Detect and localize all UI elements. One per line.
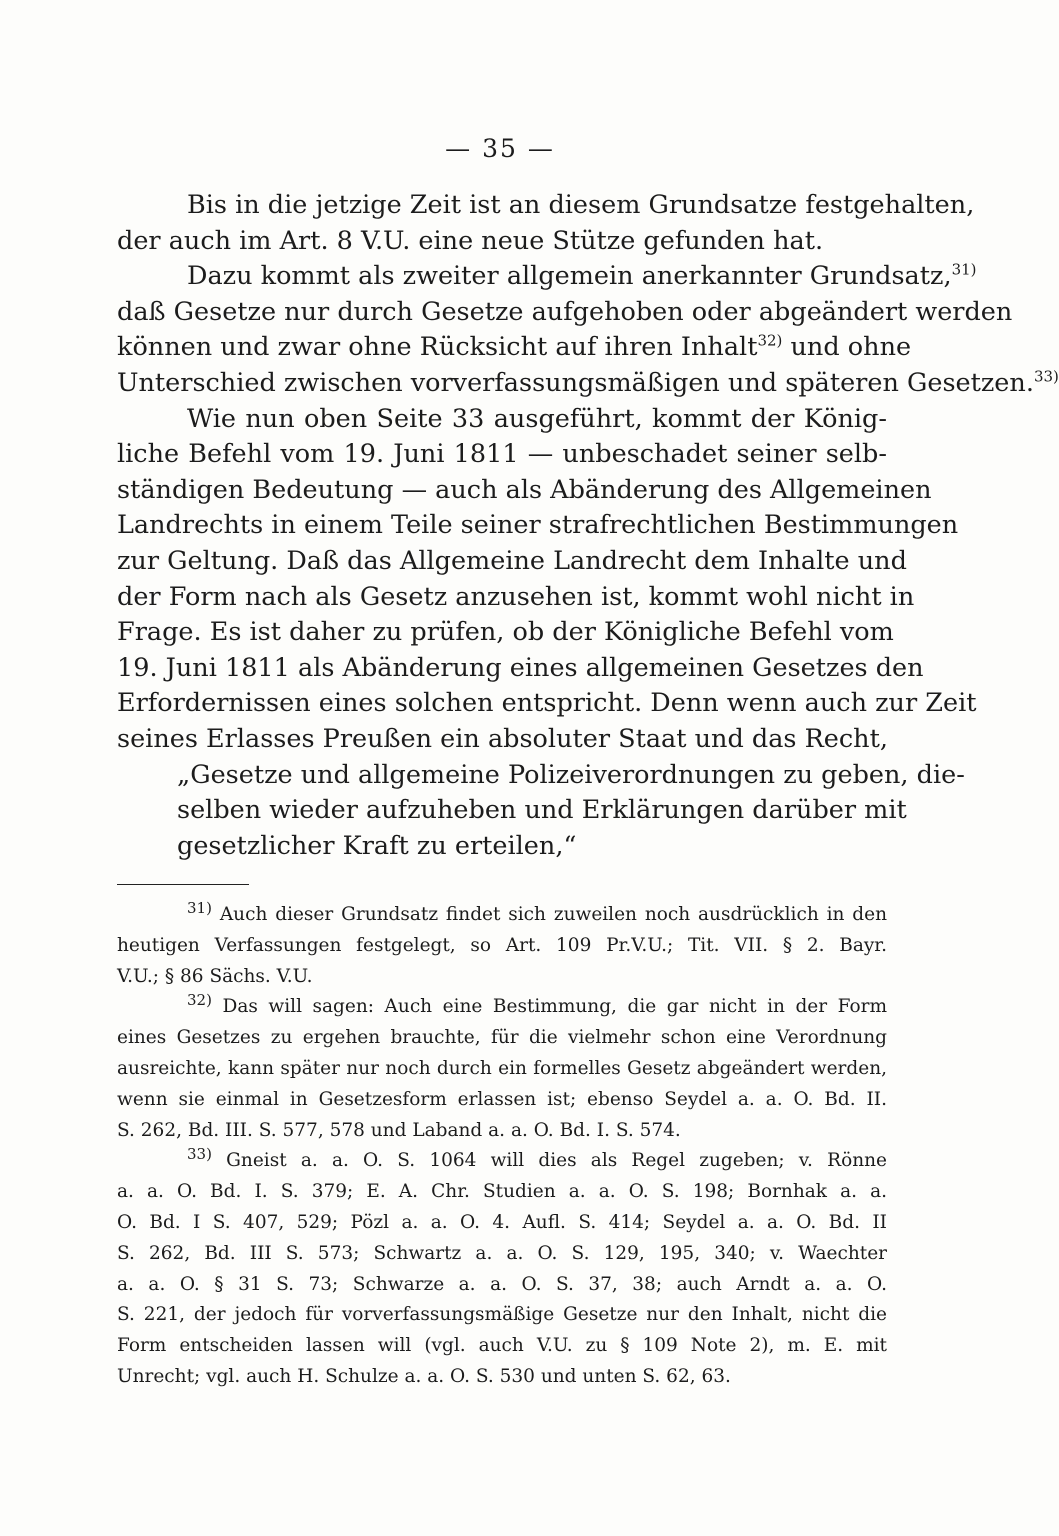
line-text: Erfordernissen eines solchen entspricht. Denn wenn auch zur Zeit [117, 688, 977, 719]
page-number: — 35 — [445, 134, 555, 163]
text-line [117, 508, 959, 544]
line-text: V.U.; § 86 Sächs. V.U. [117, 965, 313, 987]
footnote-reference: 32) [757, 331, 783, 350]
line-text: eines Gesetzes zu ergehen brauchte, für die vielmehr schon eine Verordnung [117, 1027, 887, 1049]
line-text: Form entscheiden lassen will (vgl. auch V.U. zu § 109 Note 2), m. E. mit [117, 1335, 887, 1357]
footnotes [117, 900, 887, 1393]
line-text: Bis in die jetzige Zeit ist an diesem Grundsatze festgehalten, [187, 190, 975, 220]
text-line [117, 366, 1059, 402]
line-text: daß Gesetze nur durch Gesetze aufgehoben oder abgeändert werden [117, 296, 1013, 327]
footnote-line [117, 1362, 887, 1393]
line-text-after: und ohne [782, 332, 912, 363]
line-text: 19. Juni 1811 als Abänderung eines allgemeinen Gesetzes den [117, 652, 924, 683]
footnote-line [117, 1270, 887, 1301]
text-line [117, 615, 894, 651]
footnote-marker: 31) [187, 898, 212, 917]
footnote-line [117, 1239, 887, 1270]
line-text: Unrecht; vgl. auch H. Schulze a. a. O. S. 530 und unten S. 62, 63. [117, 1365, 731, 1387]
line-text: Das will sagen: Auch eine Bestimmung, die gar nicht in der Form [211, 996, 887, 1018]
line-text: Wie nun oben Seite 33 ausgeführt, kommt der König- [187, 403, 887, 434]
line-text: S. 262, Bd. III S. 573; Schwartz a. a. O. S. 129, 195, 340; v. Waechter [117, 1242, 887, 1264]
text-line [117, 722, 887, 758]
text-line [117, 473, 932, 509]
text-line [117, 758, 965, 794]
line-text: zur Geltung. Daß das Allgemeine Landrecht dem Inhalte und [117, 545, 907, 576]
line-text: liche Befehl vom 19. Juni 1811 — unbeschadet seiner selb- [117, 439, 887, 470]
text-line [117, 793, 907, 829]
text-line [117, 829, 887, 865]
text-line [117, 330, 912, 366]
text-line [117, 580, 915, 616]
footnote-marker: 33) [187, 1145, 212, 1164]
footnote-line [117, 900, 887, 931]
footnote-divider [117, 884, 249, 885]
line-text: Unterschied zwischen vorverfassungsmäßigen und späteren Gesetzen. [117, 367, 1034, 398]
line-text: Gneist a. a. O. S. 1064 will dies als Regel zugeben; v. Rönne [211, 1150, 887, 1172]
footnote-line [117, 1085, 887, 1116]
footnote-line [117, 1300, 887, 1331]
line-text: seines Erlasses Preußen ein absoluter Staat und das Recht, [117, 723, 888, 754]
footnote-line [117, 1331, 887, 1362]
footnote-line [117, 1116, 887, 1147]
line-text: selben wieder aufzuheben und Erklärungen darüber mit [177, 795, 907, 826]
line-text: S. 221, der jedoch für vorverfassungsmäßige Gesetze nur den Inhalt, nicht die [117, 1304, 887, 1326]
footnote-reference: 31) [951, 260, 977, 279]
line-text: Dazu kommt als zweiter allgemein anerkannter Grundsatz, [187, 261, 952, 292]
line-text: der auch im Art. 8 V.U. eine neue Stütze gefunden hat. [117, 225, 824, 256]
line-text: a. a. O. § 31 S. 73; Schwarze a. a. O. S. 37, 38; auch Arndt a. a. O. [117, 1273, 887, 1295]
line-text: a. a. O. Bd. I. S. 379; E. A. Chr. Studien a. a. O. S. 198; Bornhak a. a. [117, 1181, 887, 1203]
footnote-line [117, 992, 887, 1023]
line-text: können und zwar ohne Rücksicht auf ihren Inhalt [117, 332, 758, 363]
line-text: Frage. Es ist daher zu prüfen, ob der Königliche Befehl vom [117, 617, 894, 648]
line-text: Auch dieser Grundsatz findet sich zuweilen noch ausdrücklich in den [211, 904, 887, 925]
line-text: „Gesetze und allgemeine Polizeiverordnungen zu geben, die- [177, 759, 965, 790]
footnote-line [117, 931, 887, 962]
footnote-line [117, 962, 887, 993]
line-text: ständigen Bedeutung — auch als Abänderung des Allgemeinen [117, 474, 932, 505]
footnote-line [117, 1208, 887, 1239]
text-line [117, 224, 887, 260]
text-line [117, 295, 1013, 331]
text-line [117, 437, 887, 473]
text-line [117, 188, 975, 224]
line-text: O. Bd. I S. 407, 529; Pözl a. a. O. 4. Aufl. S. 414; Seydel a. a. O. Bd. II [117, 1211, 887, 1233]
line-text: ausreichte, kann später nur noch durch ein formelles Gesetz abgeändert werden, [117, 1057, 887, 1079]
line-text: heutigen Verfassungen festgelegt, so Art. 109 Pr.V.U.; Tit. VII. § 2. Bayr. [117, 934, 887, 956]
line-text: wenn sie einmal in Gesetzesform erlassen ist; ebenso Seydel a. a. O. Bd. II. [117, 1088, 887, 1110]
footnote-reference: 33) [1033, 367, 1059, 386]
footnote-line [117, 1177, 887, 1208]
footnote-marker: 32) [187, 991, 212, 1010]
text-line [117, 651, 924, 687]
text-line [117, 402, 887, 438]
line-text: der Form nach als Gesetz anzusehen ist, kommt wohl nicht in [117, 581, 915, 612]
main-text [117, 188, 1059, 864]
text-line [117, 259, 977, 295]
line-text: S. 262, Bd. III. S. 577, 578 und Laband a. a. O. Bd. I. S. 574. [117, 1119, 681, 1141]
line-text: Landrechts in einem Teile seiner strafrechtlichen Bestimmungen [117, 510, 959, 541]
line-text: gesetzlicher Kraft zu erteilen,“ [177, 830, 577, 861]
footnote-line [117, 1023, 887, 1054]
text-line [117, 686, 977, 722]
text-line [117, 544, 907, 580]
footnote-line [117, 1054, 887, 1085]
footnote-line [117, 1146, 887, 1177]
